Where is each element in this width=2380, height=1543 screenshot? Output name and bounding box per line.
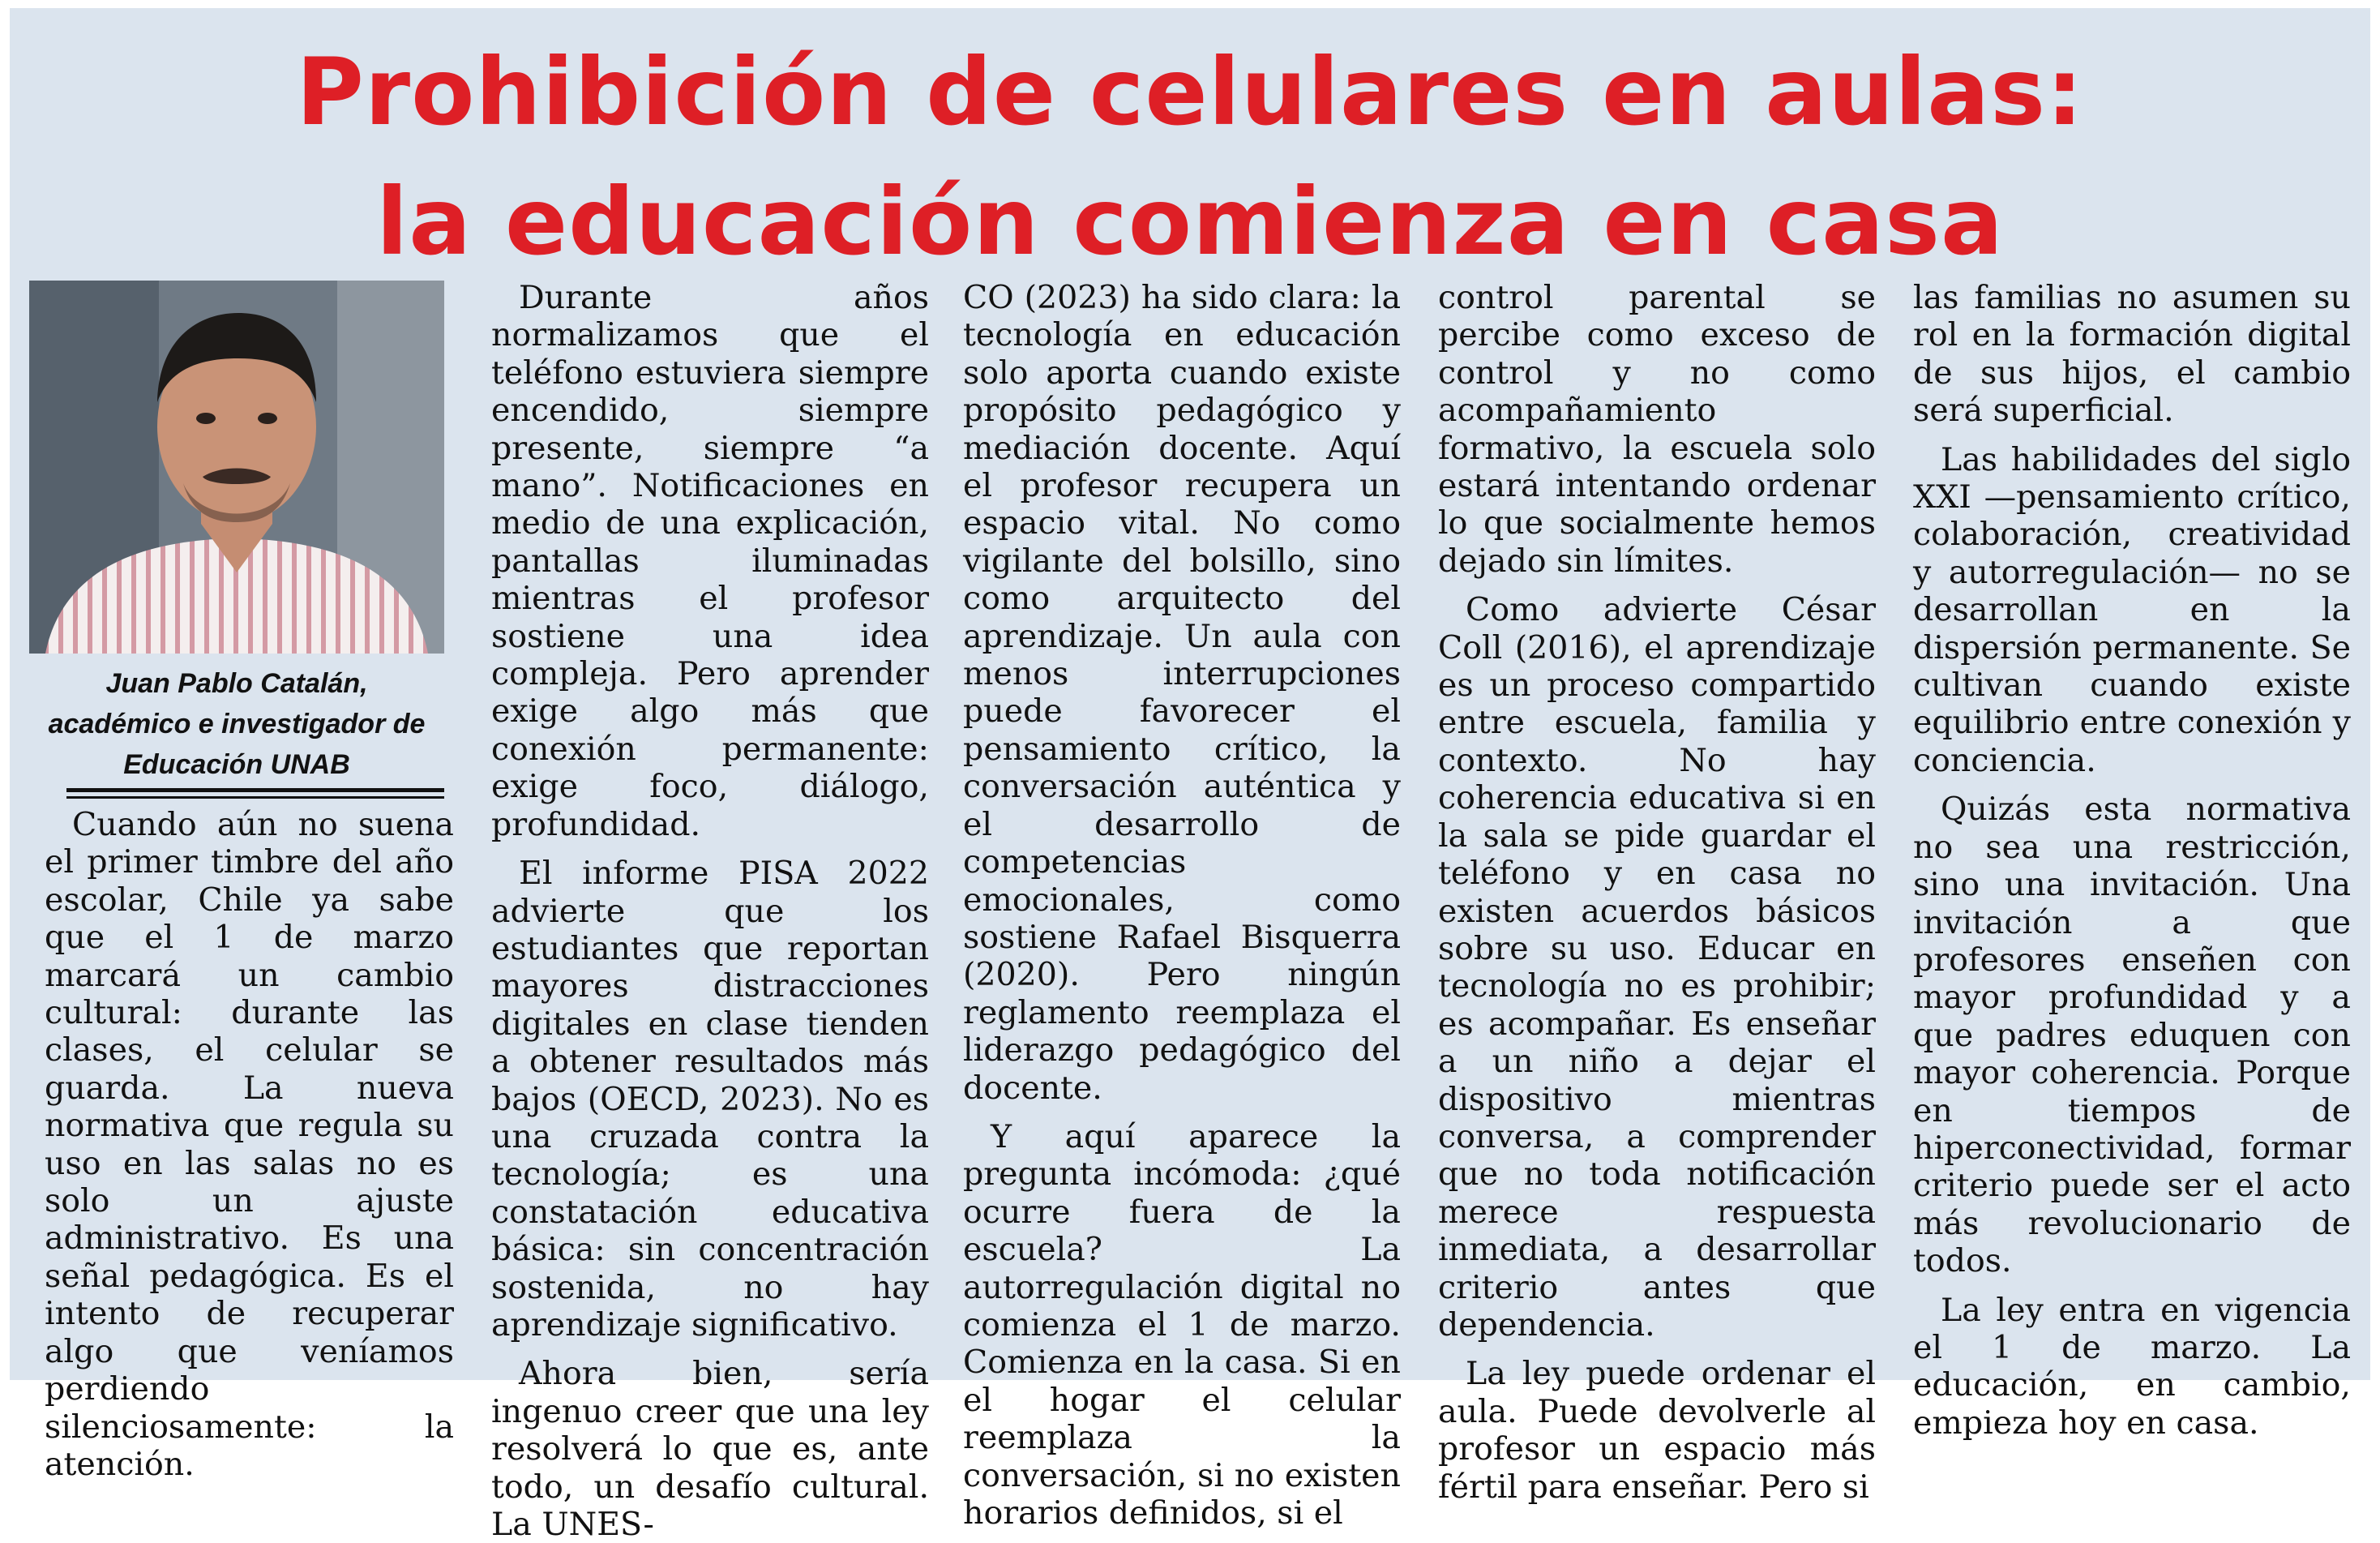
author-photo	[29, 281, 444, 654]
paragraph: Ahora bien, sería ingenuo creer que una ley resolverá lo que es, ante todo, un desafío cultural. La UNES-	[491, 1355, 929, 1543]
paragraph: Como advierte César Coll (2016), el aprendizaje es un proceso compartido entre escuela, familia y contexto. No hay coherencia educativa si en la sala se pide guardar el teléfono y en casa no existen acuerdos básicos sobre su uso. Educar en tecnología no es prohibir; es acompañar. Es enseñar a un niño a dejar el dispositivo mientras conversa, a comprender que no toda notificación merece respuesta inmediata, a desarrollar criterio antes que dependencia.	[1438, 591, 1876, 1344]
newspaper-page	[10, 8, 2370, 1543]
author-name: Juan Pablo Catalán,	[105, 668, 368, 699]
article-headline	[10, 28, 2370, 287]
paragraph: El informe PISA 2022 advierte que los estudiantes que reportan mayores distracciones digitales en clase tienden a obtener resultados más bajos (OECD, 2023). No es una cruzada contra la tecnología; es una constatación educativa básica: sin concentración sostenida, no hay aprendizaje significativo.	[491, 855, 929, 1344]
caption-rule-top	[66, 788, 444, 792]
paragraph: Cuando aún no suena el primer timbre del año escolar, Chile ya sabe que el 1 de marzo marcará un cambio cultural: durante las clases, el celular se guarda. La nueva normativa que regula su uso en las salas no es solo un ajuste administrativo. Es una señal pedagógica. Es el intento de recuperar algo que veníamos perdiendo silenciosamente: la atención.	[45, 806, 454, 1483]
author-institution: Educación UNAB	[123, 749, 350, 780]
paragraph: Quizás esta normativa no sea una restricción, sino una invitación. Una invitación a que profesores enseñen con mayor profundidad y a que padres eduquen con mayor coherencia. Porque en tiempos de hiperconectividad, formar criterio puede ser el acto más revolucionario de todos.	[1913, 791, 2351, 1280]
headline-line-2: la educación comienza en casa	[376, 168, 2004, 276]
paragraph: Durante años normalizamos que el teléfono estuviera siempre encendido, siempre presente, siempre “a mano”. Notificaciones en medio de una explicación, pantallas iluminadas mientras el profesor sostiene una idea compleja. Pero aprender exige algo más que conexión permanente: exige foco, diálogo, profundidad.	[491, 279, 929, 843]
author-role: académico e investigador de	[48, 709, 426, 739]
paragraph: La ley entra en vigencia el 1 de marzo. La educación, en cambio, empieza hoy en casa.	[1913, 1291, 2351, 1442]
article-column-1	[45, 806, 454, 1483]
article-column-3	[963, 279, 1401, 1532]
caption-rule-bottom	[66, 796, 444, 799]
paragraph: CO (2023) ha sido clara: la tecnología en educación solo aporta cuando existe propósito pedagógico y mediación docente. Aquí el profesor recupera un espacio vital. No como vigilante del bolsillo, sino como arquitecto del aprendizaje. Un aula con menos interrupciones puede favorecer el pensamiento crítico, la conversación auténtica y el desarrollo de competencias emocionales, como sostiene Rafael Bisquerra (2020). Pero ningún reglamento reemplaza el liderazgo pedagógico del docente.	[963, 279, 1401, 1107]
author-caption	[29, 663, 444, 785]
article-column-4	[1438, 279, 1876, 1506]
paragraph: control parental se percibe como exceso de control y no como acompañamiento formativo, la escuela solo estará intentando ordenar lo que socialmente hemos dejado sin límites.	[1438, 279, 1876, 580]
paragraph: Las habilidades del siglo XXI —pensamiento crítico, colaboración, creatividad y autorregulación— no se desarrollan en la dispersión permanente. Se cultivan cuando existe equilibrio entre conexión y conciencia.	[1913, 440, 2351, 779]
paragraph: La ley puede ordenar el aula. Puede devolverle al profesor un espacio más fértil para enseñar. Pero si	[1438, 1355, 1876, 1506]
paragraph: Y aquí aparece la pregunta incómoda: ¿qué ocurre fuera de la escuela? La autorregulación digital no comienza el 1 de marzo. Comienza en la casa. Si en el hogar el celular reemplaza la conversación, si no existen horarios definidos, si el	[963, 1117, 1401, 1532]
headline-line-1: Prohibición de celulares en aulas:	[296, 38, 2084, 146]
article-column-2	[491, 279, 929, 1543]
paragraph: las familias no asumen su rol en la formación digital de sus hijos, el cambio será superficial.	[1913, 279, 2351, 430]
author-portrait-image	[29, 281, 444, 654]
article-column-5	[1913, 279, 2351, 1442]
